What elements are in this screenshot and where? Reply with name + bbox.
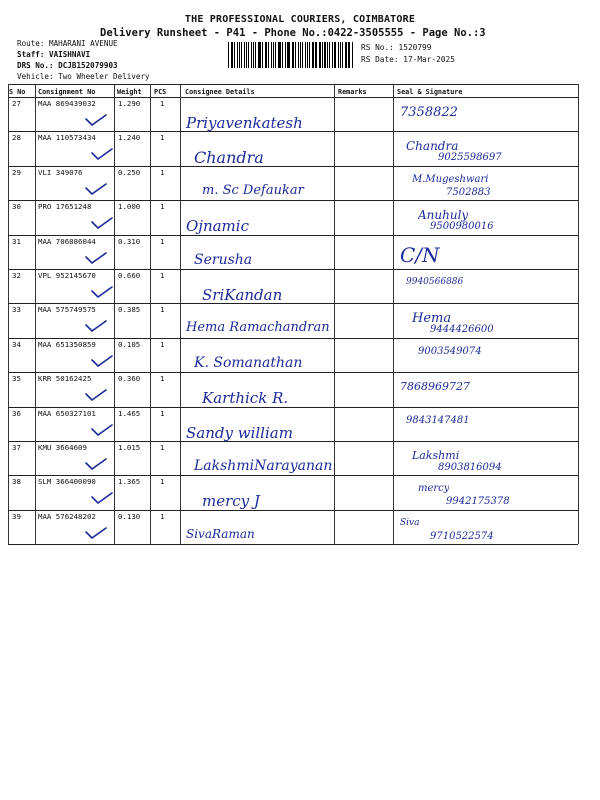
row-weight: 1.015 [118, 443, 141, 452]
row-pcs: 1 [160, 271, 165, 280]
barcode-bar [239, 42, 241, 68]
consignee-handwriting: Hema Ramachandran [186, 320, 330, 336]
barcode-bar [251, 42, 252, 68]
drs-value: DCJB152079903 [58, 61, 118, 70]
consignee-handwriting: Chandra [194, 148, 264, 168]
barcode-bar [285, 42, 286, 68]
signature-handwriting: Siva [400, 517, 420, 528]
consignee-handwriting: SivaRaman [186, 526, 255, 541]
consignee-handwriting: Ojnamic [186, 217, 249, 236]
signature-phone-handwriting: 7502883 [446, 186, 491, 198]
barcode-bar [340, 42, 341, 68]
barcode-bar [348, 42, 349, 68]
row-rule [8, 441, 578, 442]
route-value: MAHARANI AVENUE [49, 39, 118, 48]
barcode-bar [265, 42, 266, 68]
barcode-bar [282, 42, 283, 68]
signature-handwriting: 7358822 [400, 105, 458, 120]
check-tick-icon [85, 114, 107, 126]
barcode-bar [315, 42, 316, 68]
signature-phone-handwriting: 9710522574 [430, 530, 494, 542]
barcode-bar [307, 42, 308, 68]
table-header-rule [8, 97, 578, 98]
row-pcs: 1 [160, 374, 165, 384]
row-rule [8, 338, 578, 339]
row-pcs: 1 [160, 99, 165, 108]
barcode-bar [305, 42, 306, 68]
row-weight: 0.385 [118, 305, 141, 315]
consignee-handwriting: SriKandan [202, 286, 283, 304]
row-rule [8, 303, 578, 304]
barcode-bar [234, 42, 235, 68]
barcode-bar [241, 42, 242, 68]
check-tick-icon [91, 148, 113, 160]
barcode-bar [262, 42, 263, 68]
barcode-bar [302, 42, 303, 68]
row-rule [8, 200, 578, 201]
signature-handwriting: Lakshmi [412, 449, 460, 462]
barcode-bar [334, 42, 335, 68]
route-line [17, 39, 118, 48]
row-pcs: 1 [160, 408, 165, 418]
row-consignment-no: MAA 651350859 [38, 339, 96, 349]
barcode-bar [273, 42, 274, 68]
row-weight: 1.465 [118, 408, 141, 418]
column-rule [578, 84, 579, 544]
barcode-bar [246, 42, 247, 68]
barcode-bar [292, 42, 293, 68]
row-consignment-no: VLI 349076 [38, 167, 83, 177]
barcode-bar [298, 42, 299, 68]
consignee-handwriting: LakshmiNarayanan [194, 458, 333, 474]
row-pcs: 1 [160, 202, 165, 212]
col-head-consignee: Consignee Details [185, 88, 255, 96]
row-consignment-no: PRO 17651248 [38, 202, 92, 212]
row-sno: 29 [12, 167, 21, 177]
row-sno: 35 [12, 374, 21, 384]
barcode-bar [345, 42, 347, 68]
row-pcs: 1 [160, 305, 165, 315]
barcode-bar [332, 42, 333, 68]
row-rule [8, 544, 578, 545]
col-head-signature: Seal & Signature [397, 88, 463, 96]
barcode-bar [349, 42, 350, 68]
col-head-consignment: Consignment No [38, 88, 96, 96]
barcode-bar [244, 42, 245, 68]
col-head-weight: Weight [117, 88, 142, 96]
check-tick-icon [91, 424, 113, 436]
rs-number: RS No.: 1520799 [361, 43, 432, 52]
barcode-bar [300, 42, 302, 68]
signature-handwriting: mercy [418, 483, 450, 495]
signature-handwriting: 9003549074 [418, 345, 482, 357]
row-rule [8, 166, 578, 167]
row-consignment-no: KRR 50162425 [38, 374, 92, 384]
rs-date: RS Date: 17-Mar-2025 [361, 55, 455, 64]
barcode-bar [231, 42, 232, 68]
consignee-handwriting: Serusha [194, 251, 253, 268]
vehicle-label: Vehicle: [17, 72, 54, 81]
check-tick-icon [85, 183, 107, 195]
row-consignment-no: MAA 576248202 [38, 511, 96, 521]
row-sno: 30 [12, 202, 21, 212]
barcode-bar [309, 42, 310, 68]
consignee-handwriting: Karthick R. [202, 389, 289, 408]
signature-handwriting: 9940566886 [406, 277, 464, 287]
row-consignment-no: MAA 575749575 [38, 305, 96, 315]
staff-value: VAISHNAVI [49, 50, 91, 59]
signature-phone-handwriting: 9942175378 [446, 496, 510, 508]
barcode-bar [248, 42, 249, 68]
col-head-remarks: Remarks [338, 88, 367, 96]
barcode-bar [342, 42, 343, 68]
row-weight: 0.360 [118, 374, 141, 384]
staff-label: Staff: [17, 50, 45, 59]
check-tick-icon [91, 355, 113, 367]
row-rule [8, 235, 578, 236]
row-consignment-no: MAA 869439032 [38, 99, 96, 108]
staff-line [17, 50, 90, 59]
barcode-bar [237, 42, 238, 68]
row-weight: 1.365 [118, 477, 141, 487]
barcode-bar [271, 42, 272, 68]
barcode-bar [313, 42, 314, 68]
row-consignment-no: SLM 366400090 [38, 477, 96, 487]
row-pcs: 1 [160, 511, 165, 521]
signature-phone-handwriting: 9025598697 [438, 152, 502, 164]
row-sno: 38 [12, 477, 21, 487]
col-head-sno: S No [9, 88, 26, 96]
row-rule [8, 372, 578, 373]
signature-handwriting: Chandra [406, 139, 459, 154]
vehicle-line [17, 72, 150, 81]
barcode-bar [293, 42, 294, 68]
signature-handwriting: C/N [400, 242, 440, 267]
drs-label: DRS No.: [17, 61, 54, 70]
runsheet-subtitle: Delivery Runsheet - P41 - Phone No.:0422-3505555 - Page No.:3 [100, 27, 486, 39]
barcode-bar [352, 42, 353, 68]
barcode-bar [253, 42, 254, 68]
signature-handwriting: M.Mugeshwari [412, 173, 489, 185]
row-pcs: 1 [160, 443, 165, 452]
barcode-graphic [228, 42, 354, 68]
barcode-bar [278, 42, 279, 68]
barcode-bar [327, 42, 328, 68]
row-weight: 1.000 [118, 202, 141, 212]
consignee-handwriting: Priyavenkatesh [186, 114, 303, 132]
row-pcs: 1 [160, 477, 165, 487]
barcode-bar [320, 42, 321, 68]
drs-line [17, 61, 118, 70]
row-sno: 28 [12, 133, 21, 143]
signature-phone-handwriting: 8903816094 [438, 462, 502, 473]
barcode-bar [288, 42, 289, 68]
consignee-handwriting: K. Somanathan [194, 354, 303, 371]
barcode-bar [275, 42, 276, 68]
barcode-bar [295, 42, 296, 68]
barcode-bar [335, 42, 336, 68]
row-rule [8, 407, 578, 408]
row-weight: 1.240 [118, 133, 141, 143]
barcode-bar [312, 42, 313, 68]
runsheet-title: THE PROFESSIONAL COURIERS, COIMBATORE [184, 14, 416, 25]
barcode-bar [319, 42, 320, 68]
row-rule [8, 475, 578, 476]
row-sno: 34 [12, 339, 21, 349]
row-consignment-no: MAA 706886044 [38, 236, 96, 246]
row-consignment-no: KMU 3664609 [38, 443, 87, 452]
barcode-bar [279, 42, 281, 68]
barcode-bar [266, 42, 267, 68]
row-weight: 0.105 [118, 339, 141, 349]
check-tick-icon [91, 492, 113, 504]
barcode-bar [259, 42, 261, 68]
row-rule [8, 269, 578, 270]
barcode-bar [324, 42, 326, 68]
row-sno: 37 [12, 443, 21, 452]
vehicle-value: Two Wheeler Delivery [58, 72, 150, 81]
row-sno: 31 [12, 236, 21, 246]
row-rule [8, 131, 578, 132]
consignee-handwriting: Sandy william [186, 423, 293, 442]
barcode-bar [228, 42, 229, 68]
row-weight: 0.310 [118, 236, 141, 246]
row-rule [8, 510, 578, 511]
check-tick-icon [91, 217, 113, 229]
row-consignment-no: VPL 952145670 [38, 271, 96, 280]
col-head-pcs: PCS [154, 88, 167, 96]
barcode-bar [232, 42, 233, 68]
row-sno: 36 [12, 408, 21, 418]
consignee-handwriting: mercy J [202, 492, 260, 511]
row-sno: 33 [12, 305, 21, 315]
row-weight: 0.660 [118, 271, 141, 280]
barcode-bar [258, 42, 259, 68]
row-pcs: 1 [160, 339, 165, 349]
check-tick-icon [85, 252, 107, 264]
check-tick-icon [85, 458, 107, 470]
signature-handwriting: 7868969727 [400, 380, 470, 394]
signature-handwriting: 9843147481 [406, 414, 470, 426]
signature-handwriting: Hema [412, 311, 452, 327]
check-tick-icon [85, 320, 107, 332]
row-pcs: 1 [160, 133, 165, 143]
row-sno: 39 [12, 511, 21, 521]
barcode-bar [322, 42, 323, 68]
row-consignment-no: MAA 110573434 [38, 133, 96, 143]
row-weight: 1.290 [118, 99, 141, 108]
row-weight: 0.250 [118, 167, 141, 177]
row-pcs: 1 [160, 167, 165, 177]
table-top-rule [8, 84, 578, 85]
barcode-bar [329, 42, 330, 68]
barcode-bar [338, 42, 339, 68]
row-consignment-no: MAA 650327101 [38, 408, 96, 418]
row-pcs: 1 [160, 236, 165, 246]
barcode-bar [255, 42, 256, 68]
signature-phone-handwriting: 9444426600 [430, 324, 494, 336]
row-weight: 0.130 [118, 511, 141, 521]
check-tick-icon [85, 527, 107, 539]
row-sno: 32 [12, 271, 21, 280]
signature-phone-handwriting: 9500980016 [430, 221, 494, 233]
check-tick-icon [91, 286, 113, 298]
route-label: Route: [17, 39, 45, 48]
barcode-bar [287, 42, 288, 68]
check-tick-icon [85, 389, 107, 401]
row-sno: 27 [12, 99, 21, 108]
consignee-handwriting: m. Sc Defaukar [202, 182, 304, 198]
signature-handwriting: Anuhuly [418, 208, 469, 223]
barcode-bar [268, 42, 269, 68]
